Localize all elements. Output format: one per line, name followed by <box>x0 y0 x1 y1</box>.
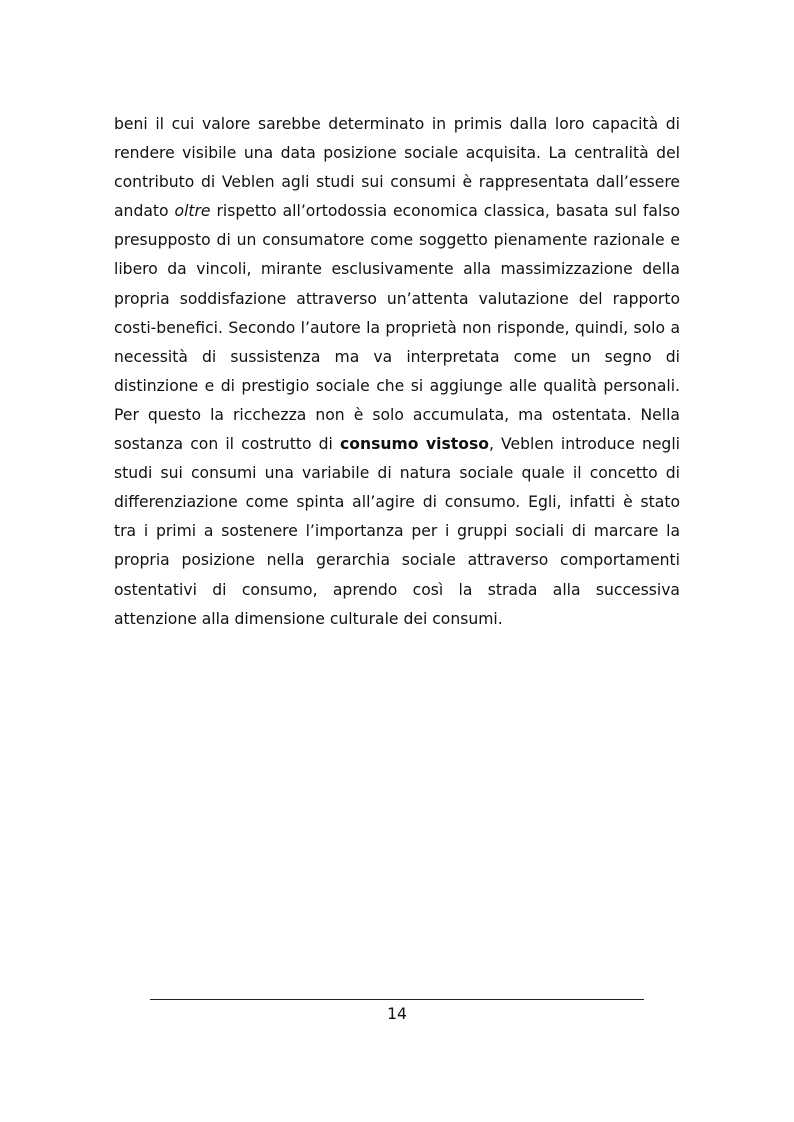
paragraph-text-part-1: beni il cui valore sarebbe determinato in primis dalla loro capacità di rendere visibile una data posizione sociale acquisita. La centralità del contributo di Veblen agli studi sui consumi è rappresentata dall’essere andato <box>114 115 680 221</box>
page-number: 14 <box>387 1005 407 1023</box>
paragraph-text-part-2: rispetto all’ortodossia economica classica, basata sul falso presupposto di un consumatore come soggetto pienamente razionale e libero da vincoli, mirante esclusivamente alla massimizzazione della propria soddisfazione attraverso un’attenta valutazione del rapporto costi-benefici. Secondo l’autore la proprietà non risponde, quindi, solo a necessità di sussistenza ma va interpretata come un segno di distinzione e di prestigio sociale che si aggiunge alle qualità personali. Per questo la ricchezza non è solo accumulata, ma ostentata. Nella sostanza con il costrutto di <box>114 202 680 454</box>
paragraph-text-part-3: , Veblen introduce negli studi sui consumi una variabile di natura sociale quale il concetto di differenziazione come spinta all’agire di consumo. Egli, infatti è stato tra i primi a sostenere l’importanza per i gruppi sociali di marcare la propria posizione nella gerarchia sociale attraverso comportamenti ostentativi di consumo, aprendo così la strada alla successiva attenzione alla dimensione culturale dei consumi. <box>114 435 680 628</box>
footer-divider <box>150 999 644 1000</box>
body-paragraph <box>114 110 680 634</box>
italic-term: oltre <box>174 202 211 221</box>
bold-term: consumo vistoso <box>340 435 489 454</box>
